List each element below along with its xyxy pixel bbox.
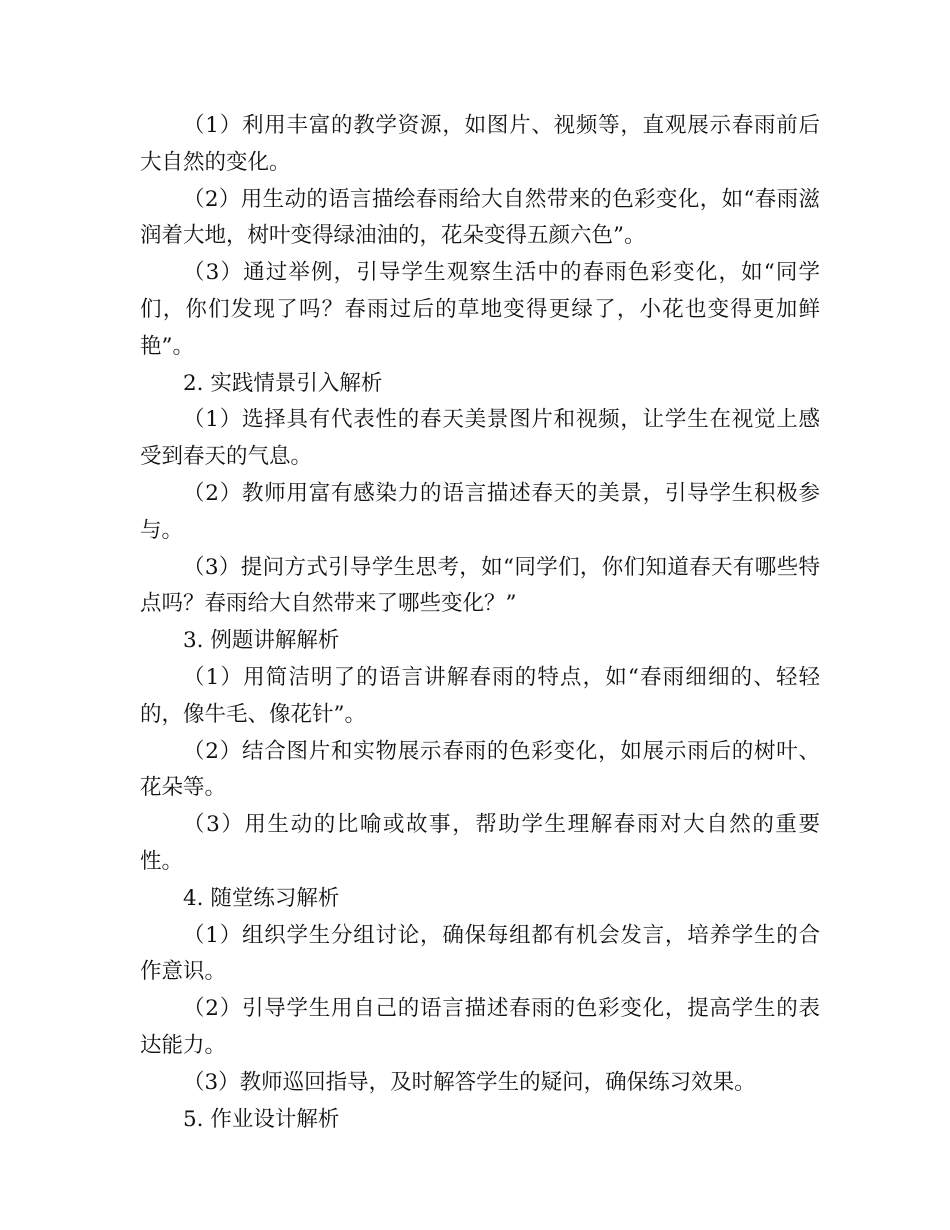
list-item: （1）选择具有代表性的春天美景图片和视频，让学生在视觉上感受到春天的气息。 <box>140 407 820 470</box>
list-item: （3）教师巡回指导，及时解答学生的疑问，确保练习效果。 <box>183 1069 756 1095</box>
list-item: （2）引导学生用自己的语言描述春雨的色彩变化，提高学生的表达能力。 <box>140 996 820 1058</box>
list-item: （1）组织学生分组讨论，确保每组都有机会发言，培养学生的合作意识。 <box>140 922 820 985</box>
list-item: （2）结合图片和实物展示春雨的色彩变化，如展示雨后的树叶、花朵等。 <box>140 738 820 801</box>
list-item: （3）通过举例，引导学生观察生活中的春雨色彩变化，如“同学们，你们发现了吗？春雨过后的草地变得更绿了，小花也变得更加鲜艳”。 <box>140 260 820 359</box>
list-item: （2）教师用富有感染力的语言描述春天的美景，引导学生积极参与。 <box>140 480 820 543</box>
list-item: （3）用生动的比喻或故事，帮助学生理解春雨对大自然的重要性。 <box>140 812 820 874</box>
section-heading: 3. 例题讲解解析 <box>183 628 340 654</box>
section-heading: 4. 随堂练习解析 <box>183 885 340 911</box>
section-heading: 2. 实践情景引入解析 <box>183 370 383 396</box>
list-item: （1）用简洁明了的语言讲解春雨的特点，如“春雨细细的、轻轻的，像牛毛、像花针”。 <box>140 664 820 727</box>
list-item: （3）提问方式引导学生思考，如“同学们，你们知道春天有哪些特点吗？春雨给大自然带来了哪些变化？” <box>140 554 820 617</box>
document-body <box>140 108 820 1138</box>
list-item: （2）用生动的语言描绘春雨给大自然带来的色彩变化，如“春雨滋润着大地，树叶变得绿油油的，花朵变得五颜六色”。 <box>140 186 820 249</box>
section-heading: 5. 作业设计解析 <box>183 1106 340 1132</box>
list-item: （1）利用丰富的教学资源，如图片、视频等，直观展示春雨前后大自然的变化。 <box>140 113 820 175</box>
